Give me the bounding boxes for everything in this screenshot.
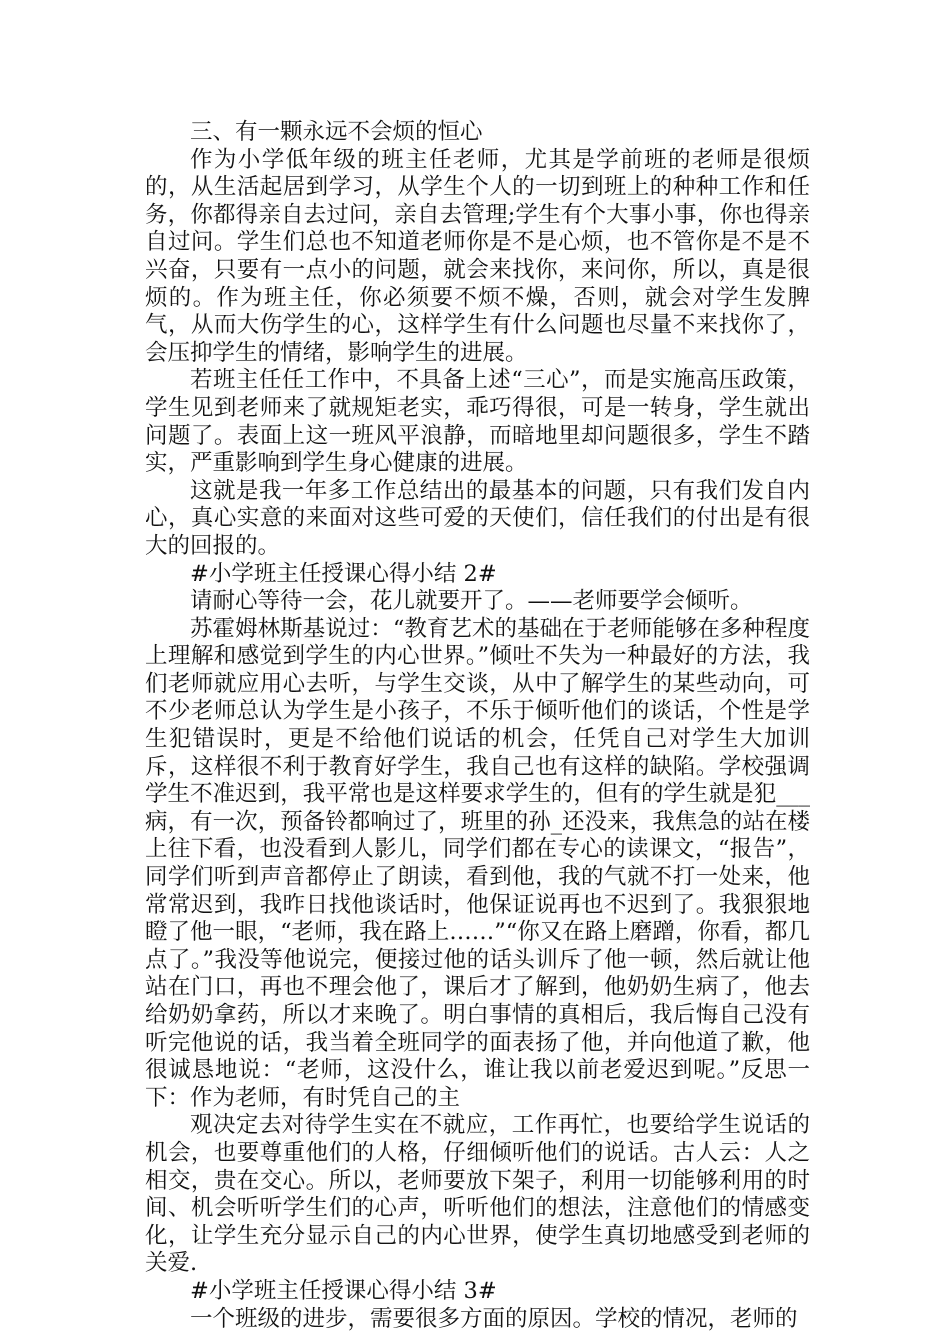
paragraph-respect: 观决定去对待学生实在不就应，工作再忙，也要给学生说话的机会，也要尊重他们的人格，仔细倾听他们的说话。古人云：人之相交，贵在交心。所以，老师要放下架子，利用一切能够利用的时间、机会听听学生们的心声，听听他们的想法，注意他们的情感变化，让学生充分显示自己的内心世界，使学生真切地感受到老师的关爱. xyxy=(145,1112,810,1277)
paragraph-wait: 请耐心等待一会，花儿就要开了。——老师要学会倾听。 xyxy=(190,588,753,615)
section-heading-summary-3: #小学班主任授课心得小结 3# xyxy=(190,1277,497,1304)
paragraph-class-progress: 一个班级的进步，需要很多方面的原因。学校的情况，老师的 xyxy=(190,1305,798,1332)
document-body xyxy=(145,119,810,1333)
section-heading-three-hearts: 三、有一颗永远不会烦的恒心 xyxy=(190,119,483,145)
paragraph-patience: 作为小学低年级的班主任老师，尤其是学前班的老师是很烦的，从生活起居到学习，从学生个人的一切到班上的种种工作和任务，你都得亲自去过问，亲自去管理;学生有个大事小事，你也得亲自过问。学生们总也不知道老师你是不是心烦，也不管你是不是不兴奋，只要有一点小的问题，就会来找你，来问你，所以，真是很烦的。作为班主任，你必须要不烦不燥，否则，就会对学生发脾气，从而大伤学生的心，这样学生有什么问题也尽量不来找你了，会压抑学生的情绪，影响学生的进展。 xyxy=(145,146,810,366)
paragraph-high-pressure: 若班主任任工作中，不具备上述“三心”，而是实施高压政策，学生见到老师来了就规矩老实，乖巧得很，可是一转身，学生就出问题了。表面上这一班风平浪静，而暗地里却问题很多，学生不踏实，严重影响到学生身心健康的进展。 xyxy=(145,367,810,477)
section-heading-summary-2: #小学班主任授课心得小结 2# xyxy=(190,560,497,587)
paragraph-summary: 这就是我一年多工作总结出的最基本的问题，只有我们发自内心，真心实意的来面对这些可爱的天使们，信任我们的付出是有很大的回报的。 xyxy=(145,477,810,559)
paragraph-listening-story: 苏霍姆林斯基说过：“教育艺术的基础在于老师能够在多种程度上理解和感觉到学生的内心世界。”倾吐不失为一种最好的方法，我们老师就应用心去听，与学生交谈，从中了解学生的某些动向，可不少老师总认为学生是小孩子，不乐于倾听他们的谈话，个性是学生犯错误时，更是不给他们说话的机会，任凭自己对学生大加训斥，这样很不利于教育好学生，我自己也有这样的缺陷。学校强调学生不准迟到，我平常也是这样要求学生的，但有的学生就是犯___病，有一次，预备铃都响过了，班里的孙_还没来，我焦急的站在楼上往下看，也没看到人影儿，同学们都在专心的读课文，“报告”，同学们听到声音都停止了朗读，看到他，我的气就不打一处来，他常常迟到，我昨日找他谈话时，他保证说再也不迟到了。我狠狠地瞪了他一眼，“老师，我在路上……”“你又在路上磨蹭，你看，都几点了。”我没等他说完，便接过他的话头训斥了他一顿，然后就让他站在门口，再也不理会他了，课后才了解到，他奶奶生病了，他去给奶奶拿药，所以才来晚了。明白事情的真相后，我后悔自己没有听完他说的话，我当着全班同学的面表扬了他，并向他道了歉，他很诚恳地说：“老师，这没什么，谁让我以前老爱迟到呢。”反思一下：作为老师，有时凭自己的主 xyxy=(145,615,810,1111)
